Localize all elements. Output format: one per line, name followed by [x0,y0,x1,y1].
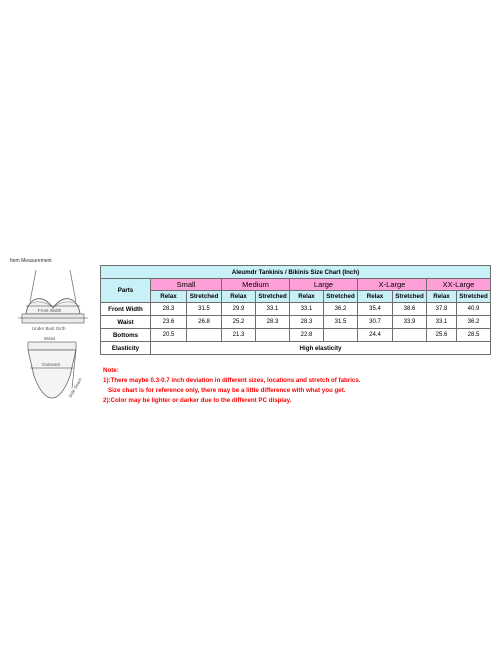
table-cell [324,329,358,342]
sub-header: Relax [358,291,393,303]
note-line: Size chart is for reference only, there may be a little difference with what you get. [108,387,346,394]
table-cell: 29.9 [222,303,256,316]
table-cell: 26.8 [187,316,222,329]
side-seam-label: Side Seam [67,376,83,399]
table-cell: 33.9 [393,316,427,329]
table-cell [256,329,290,342]
row-label: Elasticity [101,342,151,355]
row-label: Waist [101,316,151,329]
table-cell: 36.2 [457,316,491,329]
bikini-bottom-illustration [8,336,96,416]
note-line: 1):There maybe 0.3-0.7 inch deviation in different sizes, locations and stretch of fabrics. [103,377,361,384]
sub-header: Stretched [187,291,222,303]
table-cell: 28.5 [457,329,491,342]
table-cell: 40.9 [457,303,491,316]
table-cell: 28.3 [151,303,187,316]
sub-header: Stretched [393,291,427,303]
notes-block [103,366,361,406]
table-cell: 25.2 [222,316,256,329]
sub-header: Relax [222,291,256,303]
size-medium: Medium [222,279,290,291]
sub-header: Relax [427,291,457,303]
size-chart-table [100,265,491,355]
table-cell: 30.7 [358,316,393,329]
table-row [101,303,491,316]
chart-title: Aleumdr Tankinis / Bikinis Size Chart (Inch) [101,266,491,279]
table-cell: 28.3 [256,316,290,329]
measurement-title: Item Measurement [10,258,52,264]
table-row [101,316,491,329]
front-width-label: Front Width [38,308,62,313]
row-label: Bottoms [101,329,151,342]
table-row [101,342,491,355]
sub-header: Stretched [457,291,491,303]
note-line: 2):Color may be lighter or darker due to the different PC display. [103,397,292,404]
size-large: Large [290,279,358,291]
table-cell: 35.4 [358,303,393,316]
table-cell: 38.6 [393,303,427,316]
table-cell: 31.5 [324,316,358,329]
table-cell: 25.6 [427,329,457,342]
sub-header: Relax [290,291,324,303]
size-xx-large: XX-Large [427,279,491,291]
row-label: Front Width [101,303,151,316]
table-row [101,329,491,342]
table-cell: 28.3 [290,316,324,329]
outseam-label: Outseam [42,362,61,367]
elasticity-value: High elasticity [151,342,491,355]
sub-header: Stretched [324,291,358,303]
under-bust-label: Under Bust Girth [32,326,66,331]
table-cell: 20.5 [151,329,187,342]
table-cell: 24.4 [358,329,393,342]
table-cell [187,329,222,342]
size-x-large: X-Large [358,279,427,291]
table-cell: 33.1 [427,316,457,329]
bikini-top-illustration [8,266,96,338]
table-cell: 21.3 [222,329,256,342]
table-cell: 37.8 [427,303,457,316]
waist-label: Waist [44,336,56,341]
table-cell: 23.6 [151,316,187,329]
table-cell: 31.5 [187,303,222,316]
notes-heading: Note: [103,367,119,374]
table-cell [393,329,427,342]
table-cell: 33.1 [290,303,324,316]
table-cell: 36.2 [324,303,358,316]
sub-header: Relax [151,291,187,303]
size-small: Small [151,279,222,291]
table-cell: 33.1 [256,303,290,316]
parts-header: Parts [101,279,151,303]
table-cell: 22.8 [290,329,324,342]
sub-header: Stretched [256,291,290,303]
